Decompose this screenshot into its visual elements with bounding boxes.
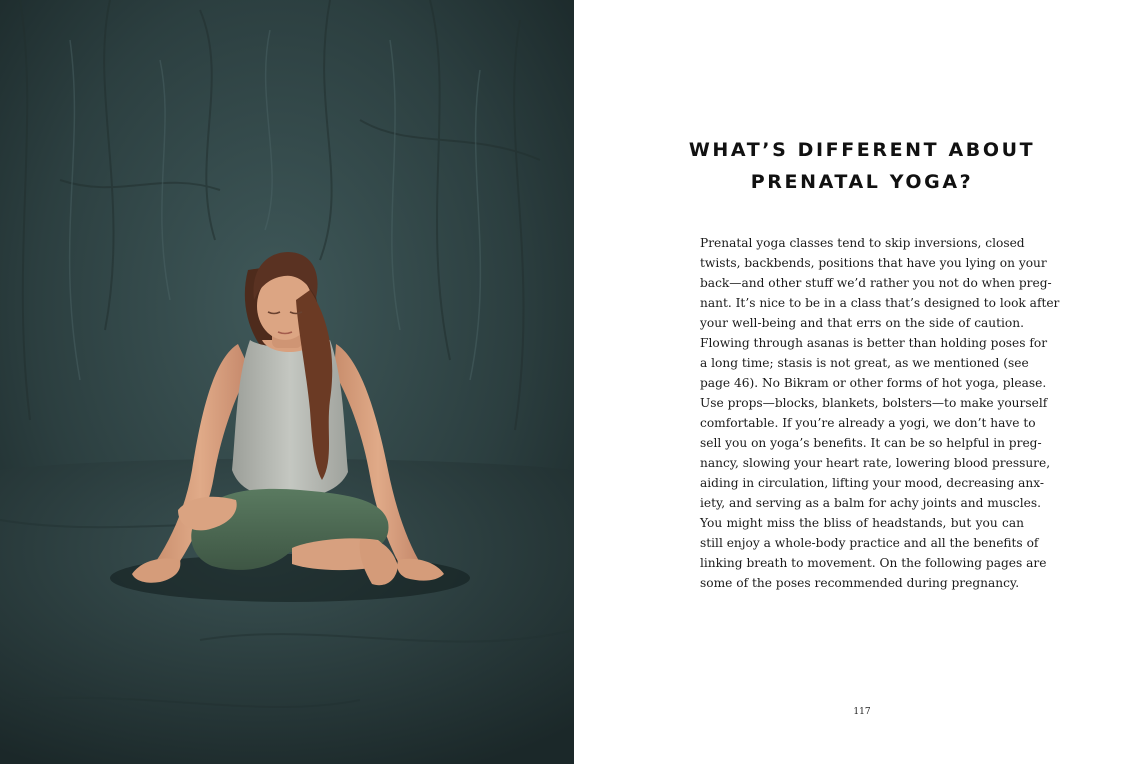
body-paragraph — [700, 233, 1060, 593]
body-line: You might miss the bliss of headstands, but you can — [700, 516, 1024, 530]
body-line: linking breath to movement. On the following pages are — [700, 556, 1047, 570]
body-line: aiding in circulation, lifting your mood, decreasing anx- — [700, 476, 1045, 490]
body-line: your well-being and that errs on the side of caution. — [700, 316, 1024, 330]
body-line: comfortable. If you’re already a yogi, we don’t have to — [700, 416, 1036, 430]
body-line: still enjoy a whole-body practice and all the benefits of — [700, 536, 1039, 550]
page-heading — [574, 134, 1148, 198]
body-line: page 46). No Bikram or other forms of hot yoga, please. — [700, 376, 1047, 390]
text-page — [574, 0, 1148, 764]
heading-line-1: WHAT’S DIFFERENT ABOUT — [688, 139, 1036, 161]
body-line: iety, and serving as a balm for achy joints and muscles. — [700, 496, 1041, 510]
body-line: a long time; stasis is not great, as we mentioned (see — [700, 356, 1029, 370]
page-number: 117 — [853, 707, 871, 717]
body-line: back—and other stuff we’d rather you not do when preg- — [700, 276, 1052, 290]
body-line: Use props—blocks, blankets, bolsters—to make yourself — [700, 396, 1048, 410]
body-line: nancy, slowing your heart rate, lowering blood pressure, — [700, 456, 1051, 470]
heading-line-2: PRENATAL YOGA? — [750, 171, 974, 193]
body-line: Flowing through asanas is better than holding poses for — [700, 336, 1048, 350]
body-line: Prenatal yoga classes tend to skip inversions, closed — [700, 236, 1025, 250]
body-line: sell you on yoga’s benefits. It can be so helpful in preg- — [700, 436, 1042, 450]
body-line: twists, backbends, positions that have you lying on your — [700, 256, 1047, 270]
body-line: some of the poses recommended during pregnancy. — [700, 576, 1020, 590]
body-line: nant. It’s nice to be in a class that’s designed to look after — [700, 296, 1060, 310]
